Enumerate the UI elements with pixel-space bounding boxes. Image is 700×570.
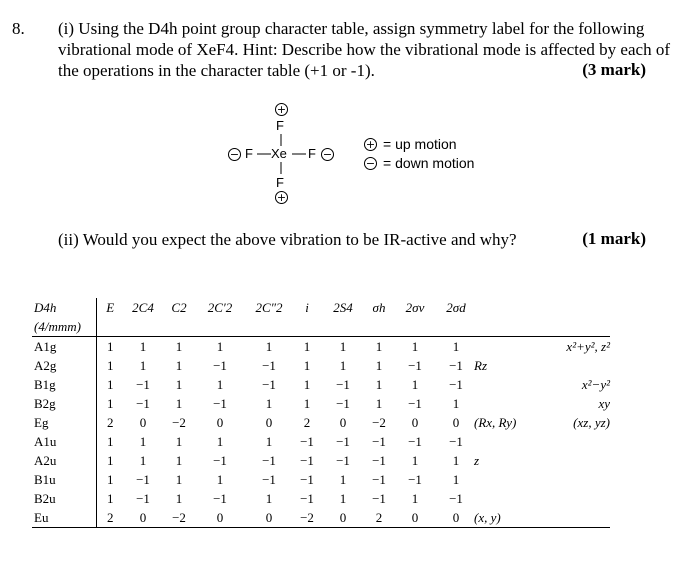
irrep-label: A1u: [32, 432, 96, 451]
character-value: −1: [449, 490, 463, 506]
quadratic: [538, 356, 610, 375]
character-value: −1: [262, 452, 276, 468]
character-value: 1: [303, 357, 311, 373]
character-value: 0: [216, 414, 224, 430]
character-value: 2: [366, 508, 392, 528]
quadratic: x²+y², z²: [538, 337, 610, 357]
character-value: 1: [196, 337, 244, 357]
character-value: 1: [392, 337, 438, 357]
character-value: −1: [213, 357, 227, 373]
character-value: −1: [336, 433, 350, 449]
character-value: −1: [372, 433, 386, 449]
right-fluorine: F: [308, 146, 316, 161]
character-value: 0: [392, 508, 438, 528]
character-value: 2: [107, 414, 114, 430]
linear-rotation: (x, y): [474, 508, 538, 528]
group-label: D4h: [32, 298, 96, 318]
minus-legend-icon: −: [365, 157, 376, 170]
character-value: −1: [449, 433, 463, 449]
irrep-label: A2g: [32, 356, 96, 375]
character-value: −1: [262, 471, 276, 487]
table-row: [32, 337, 610, 357]
table-row: [32, 432, 610, 451]
character-value: 1: [139, 452, 147, 468]
character-value: 1: [107, 376, 114, 392]
table-row: [32, 470, 610, 489]
character-value: −1: [336, 452, 350, 468]
character-value: −1: [300, 471, 314, 487]
character-value: −1: [372, 452, 386, 468]
question-part1-line2: vibrational mode of XeF4. Hint: Describe how the vibrational mode is affected by each of: [58, 40, 670, 59]
character-value: 0: [339, 414, 347, 430]
character-value: 1: [339, 471, 347, 487]
linear-rotation: [474, 337, 538, 357]
character-value: −1: [372, 490, 386, 506]
character-value: 1: [96, 337, 124, 357]
character-value: 1: [175, 357, 183, 373]
character-value: −2: [172, 414, 186, 430]
quadratic: [538, 508, 610, 528]
left-fluorine: F: [245, 146, 253, 161]
character-value: 1: [452, 395, 460, 411]
col-header: 2S4: [333, 300, 353, 315]
col-header: C2: [171, 300, 187, 315]
irrep-label: B2u: [32, 489, 96, 508]
character-value: 1: [107, 357, 114, 373]
question-number: 8.: [12, 19, 25, 38]
character-value: 1: [175, 395, 183, 411]
character-value: 1: [411, 490, 419, 506]
plus-legend-icon: +: [365, 138, 376, 151]
character-value: −2: [162, 508, 196, 528]
character-value: −1: [136, 490, 150, 506]
character-value: 0: [411, 414, 419, 430]
character-value: 1: [438, 337, 474, 357]
character-value: −1: [336, 376, 350, 392]
character-value: 1: [124, 337, 162, 357]
character-value: 1: [175, 490, 183, 506]
question-part2-text: (ii) Would you expect the above vibration to be IR-active and why?: [58, 230, 517, 249]
character-value: 1: [411, 452, 419, 468]
character-value: −1: [408, 357, 422, 373]
linear-rotation: [474, 394, 538, 413]
character-value: 1: [265, 395, 273, 411]
character-value: 0: [452, 414, 460, 430]
linear-rotation: [474, 375, 538, 394]
question-part1-line3: the operations in the character table (+1 or -1).: [58, 61, 375, 80]
character-value: 1: [216, 471, 224, 487]
character-value: −1: [408, 471, 422, 487]
quadratic: [538, 489, 610, 508]
character-value: 0: [265, 414, 273, 430]
character-value: 1: [366, 337, 392, 357]
quadratic: xy: [598, 395, 610, 411]
irrep-label: B2g: [32, 394, 96, 413]
character-value: −2: [294, 508, 320, 528]
character-value: 1: [107, 471, 114, 487]
character-value: 1: [107, 433, 114, 449]
character-value: −1: [408, 395, 422, 411]
linear-rotation: z: [474, 452, 480, 468]
character-value: 1: [175, 433, 183, 449]
character-value: −1: [300, 433, 314, 449]
table-row: [32, 356, 610, 375]
bottom-fluorine: F: [276, 175, 284, 190]
col-header: 2σd: [446, 300, 466, 315]
col-header: 2C″2: [255, 300, 283, 315]
irrep-label: Eg: [32, 413, 96, 432]
character-value: 1: [175, 452, 183, 468]
character-value: 1: [339, 490, 347, 506]
question-part1-line1: (i) Using the D4h point group character table, assign symmetry label for the following: [58, 19, 645, 38]
top-fluorine: F: [276, 118, 284, 133]
character-value: 1: [375, 376, 383, 392]
character-value: −1: [449, 376, 463, 392]
table-row: [32, 451, 610, 470]
quadratic: x²−y²: [581, 376, 610, 392]
character-value: 1: [107, 395, 114, 411]
character-value: 1: [452, 471, 460, 487]
table-row: [32, 508, 610, 528]
plus-circle-icon: +: [276, 191, 287, 204]
character-value: 1: [107, 490, 114, 506]
character-value: −1: [136, 376, 150, 392]
character-value: −1: [213, 452, 227, 468]
character-value: 0: [244, 508, 294, 528]
col-header: 2σv: [405, 300, 425, 315]
character-value: 1: [375, 395, 383, 411]
header-row: [32, 298, 610, 318]
character-value: 1: [320, 337, 366, 357]
irrep-label: A2u: [32, 451, 96, 470]
character-value: −1: [136, 395, 150, 411]
character-value: 1: [303, 395, 311, 411]
character-value: 1: [375, 357, 383, 373]
character-value: 1: [244, 337, 294, 357]
character-table: [32, 298, 610, 528]
character-value: −1: [408, 433, 422, 449]
character-value: −1: [262, 357, 276, 373]
character-value: −1: [300, 490, 314, 506]
character-value: 1: [162, 337, 196, 357]
col-header: σh: [372, 300, 386, 315]
linear-rotation: (Rx, Ry): [474, 414, 517, 430]
irrep-label: Eu: [32, 508, 96, 528]
character-value: 1: [139, 433, 147, 449]
character-value: 0: [438, 508, 474, 528]
character-value: −1: [213, 395, 227, 411]
character-value: −1: [336, 395, 350, 411]
legend-down: = down motion: [383, 155, 475, 171]
character-value: −2: [372, 414, 386, 430]
character-value: −1: [136, 471, 150, 487]
legend-up: = up motion: [383, 136, 457, 152]
part1-marks: (3 mark): [582, 60, 646, 79]
irrep-label: B1g: [32, 375, 96, 394]
character-value: 0: [124, 508, 162, 528]
linear-rotation: [474, 432, 538, 451]
character-value: 1: [216, 376, 224, 392]
linear-rotation: Rz: [474, 357, 487, 373]
character-value: 1: [139, 357, 147, 373]
character-value: 2: [303, 414, 311, 430]
irrep-label: A1g: [32, 337, 96, 357]
linear-rotation: [474, 489, 538, 508]
plus-circle-icon: +: [276, 103, 287, 116]
quadratic: [538, 432, 610, 451]
col-header: E: [106, 300, 115, 315]
character-value: 1: [339, 357, 347, 373]
col-header: i: [305, 300, 309, 315]
character-value: 1: [265, 433, 273, 449]
character-value: 1: [107, 452, 114, 468]
linear-rotation: [474, 470, 538, 489]
group-sub: (4/mmm): [32, 318, 96, 337]
quadratic: [538, 470, 610, 489]
character-value: 1: [411, 376, 419, 392]
table-row: [32, 394, 610, 413]
col-header: 2C4: [132, 300, 154, 315]
quadratic: (xz, yz): [573, 414, 610, 430]
irrep-label: B1u: [32, 470, 96, 489]
character-value: 1: [294, 337, 320, 357]
xenon-center: Xe: [271, 146, 287, 161]
table-row: [32, 413, 610, 432]
character-value: 1: [175, 471, 183, 487]
part2-marks: (1 mark): [582, 229, 646, 248]
character-value: 2: [96, 508, 124, 528]
col-header: 2C′2: [207, 300, 233, 315]
character-value: −1: [262, 376, 276, 392]
character-value: 1: [216, 433, 224, 449]
minus-circle-icon: −: [322, 148, 333, 161]
character-value: −1: [449, 357, 463, 373]
table-row: [32, 375, 610, 394]
character-value: −1: [213, 490, 227, 506]
character-value: 0: [196, 508, 244, 528]
character-value: 0: [139, 414, 147, 430]
character-value: 0: [320, 508, 366, 528]
character-value: 1: [303, 376, 311, 392]
character-value: −1: [372, 471, 386, 487]
quadratic: [538, 451, 610, 470]
character-value: 1: [452, 452, 460, 468]
table-row: [32, 489, 610, 508]
character-value: −1: [300, 452, 314, 468]
character-value: 1: [175, 376, 183, 392]
character-value: 1: [265, 490, 273, 506]
minus-circle-icon: −: [229, 148, 240, 161]
